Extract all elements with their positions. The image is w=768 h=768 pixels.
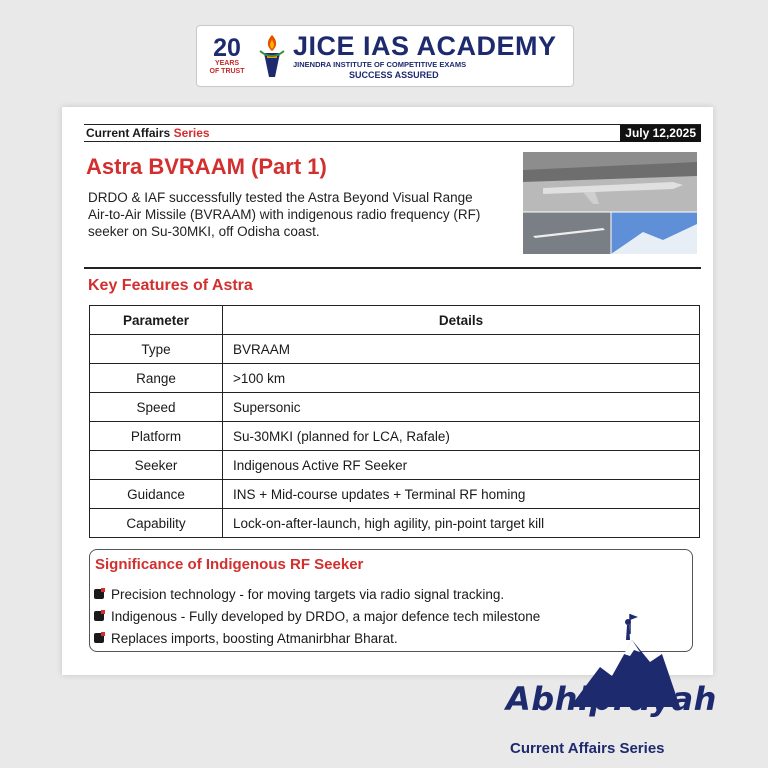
table-row bbox=[90, 480, 700, 509]
series-label bbox=[84, 126, 210, 140]
date-badge: July 12,2025 bbox=[620, 125, 701, 142]
abhiprayah-logo: Abhiprayah bbox=[506, 680, 717, 718]
series-suffix: Series bbox=[173, 126, 210, 140]
row-details: Lock-on-after-launch, high agility, pin-point target kill bbox=[223, 509, 700, 538]
years-label-2: OF TRUST bbox=[209, 68, 245, 75]
features-table bbox=[89, 305, 700, 538]
row-parameter: Guidance bbox=[90, 480, 223, 509]
list-item bbox=[94, 605, 540, 627]
years-label-1: YEARS bbox=[214, 60, 240, 67]
list-item-text: Precision technology - for moving targets via radio signal tracking. bbox=[111, 586, 505, 602]
header-parameter: Parameter bbox=[90, 306, 223, 335]
academy-subtitle: JINENDRA INSTITUTE OF COMPETITIVE EXAMS bbox=[293, 60, 467, 69]
table-row bbox=[90, 509, 700, 538]
row-details: INS + Mid-course updates + Terminal RF homing bbox=[223, 480, 700, 509]
bullet-icon bbox=[94, 633, 104, 643]
list-item bbox=[94, 627, 540, 649]
years-number: 20 bbox=[213, 34, 241, 62]
series-prefix: Current Affairs bbox=[86, 126, 171, 140]
row-details: Indigenous Active RF Seeker bbox=[223, 451, 700, 480]
row-parameter: Platform bbox=[90, 422, 223, 451]
row-details: BVRAAM bbox=[223, 335, 700, 364]
row-parameter: Speed bbox=[90, 393, 223, 422]
series-bar bbox=[84, 124, 701, 142]
key-features-title: Key Features of Astra bbox=[88, 277, 253, 294]
list-item-text: Indigenous - Fully developed by DRDO, a major defence tech milestone bbox=[111, 608, 541, 624]
table-row bbox=[90, 451, 700, 480]
bullet-icon bbox=[94, 589, 104, 599]
missile-photo bbox=[523, 152, 697, 254]
row-details: Su-30MKI (planned for LCA, Rafale) bbox=[223, 422, 700, 451]
academy-logo bbox=[196, 25, 574, 87]
table-row bbox=[90, 422, 700, 451]
bullet-icon bbox=[94, 611, 104, 621]
article-card bbox=[62, 107, 713, 675]
row-parameter: Range bbox=[90, 364, 223, 393]
header-details: Details bbox=[223, 306, 700, 335]
row-details: >100 km bbox=[223, 364, 700, 393]
table-row bbox=[90, 393, 700, 422]
table-row bbox=[90, 364, 700, 393]
row-details: Supersonic bbox=[223, 393, 700, 422]
row-parameter: Seeker bbox=[90, 451, 223, 480]
footer-series-label: Current Affairs Series bbox=[510, 740, 665, 757]
article-intro: DRDO & IAF successfully tested the Astra Beyond Visual Range Air-to-Air Missile (BVRAAM) with indigenous radio frequency (RF) seeker on Su-30MKI, off Odisha coast. bbox=[88, 190, 481, 239]
academy-tagline: SUCCESS ASSURED bbox=[349, 70, 439, 80]
significance-list bbox=[94, 583, 540, 649]
significance-title: Significance of Indigenous RF Seeker bbox=[95, 556, 364, 573]
section-divider bbox=[84, 267, 701, 269]
academy-name: JICE IAS ACADEMY bbox=[293, 31, 557, 61]
table-row bbox=[90, 335, 700, 364]
torch-icon bbox=[255, 31, 289, 81]
article-title: Astra BVRAAM (Part 1) bbox=[86, 154, 327, 179]
list-item-text: Replaces imports, boosting Atmanirbhar Bharat. bbox=[111, 630, 398, 646]
row-parameter: Type bbox=[90, 335, 223, 364]
years-badge bbox=[201, 36, 253, 76]
table-header-row bbox=[90, 306, 700, 335]
row-parameter: Capability bbox=[90, 509, 223, 538]
list-item bbox=[94, 583, 540, 605]
